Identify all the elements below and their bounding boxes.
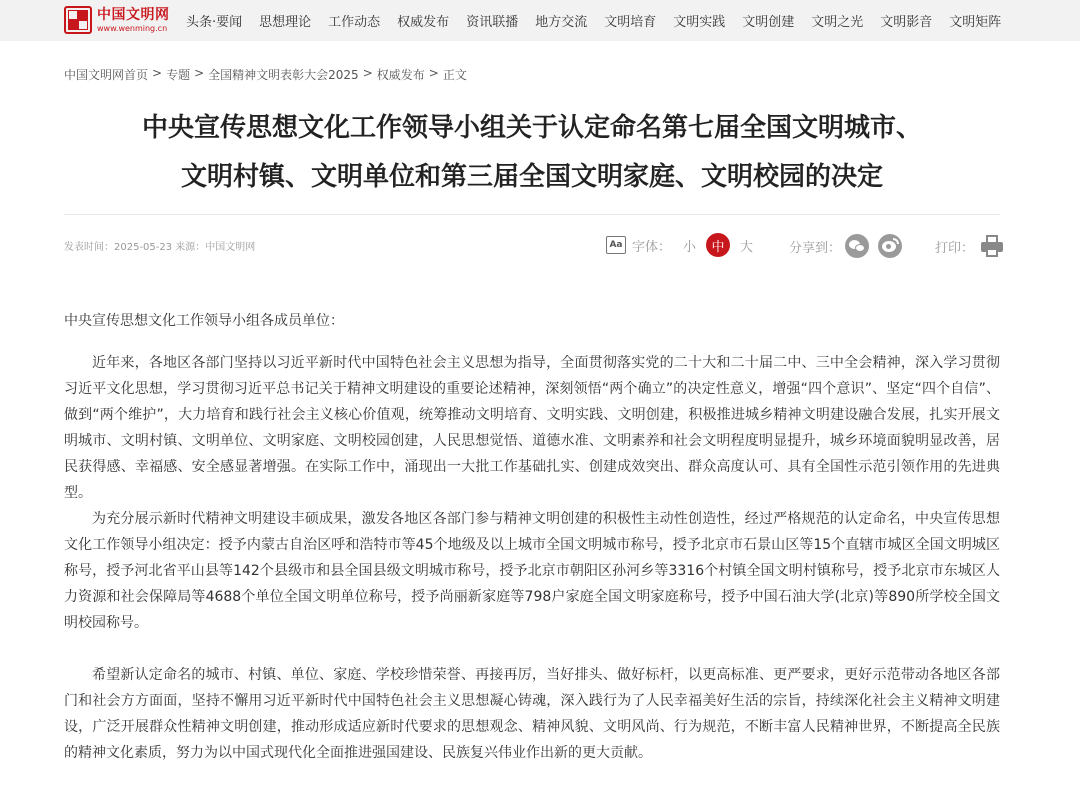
print-label: 打印： — [935, 240, 975, 256]
article-title-line-2: 文明村镇、文明单位和第三届全国文明家庭、文明校园的决定 — [180, 162, 883, 192]
nav-item-official-release[interactable]: 权威发布 — [397, 15, 450, 30]
logo-seal-icon — [64, 6, 92, 34]
breadcrumb-separator: > — [152, 66, 163, 80]
font-size-small-button[interactable]: 小 — [683, 239, 697, 255]
site-logo[interactable] — [64, 5, 170, 35]
nav-item-headlines[interactable]: 头条·要闻 — [186, 15, 243, 30]
nav-item-news-broadcast[interactable]: 资讯联播 — [466, 15, 519, 30]
breadcrumb-section[interactable]: 权威发布 — [376, 68, 425, 82]
share-label: 分享到： — [789, 240, 842, 256]
font-size-medium-button[interactable]: 中 — [706, 233, 730, 257]
article-title-line-1: 中央宣传思想文化工作领导小组关于认定命名第七届全国文明城市、 — [141, 113, 922, 143]
breadcrumb-separator: > — [362, 66, 373, 80]
breadcrumb-separator: > — [428, 66, 439, 80]
main-nav — [186, 0, 1018, 41]
breadcrumb-separator: > — [194, 66, 205, 80]
nav-item-work-news[interactable]: 工作动态 — [328, 15, 381, 30]
share-bar — [789, 233, 902, 259]
article-title — [64, 104, 1000, 202]
nav-item-civility-light[interactable]: 文明之光 — [811, 15, 864, 30]
breadcrumb — [64, 66, 467, 83]
title-divider — [64, 214, 1000, 215]
logo-title: 中国文明网 — [97, 6, 170, 23]
nav-item-civility-media[interactable]: 文明影音 — [880, 15, 933, 30]
article-salutation: 中央宣传思想文化工作领导小组各成员单位： — [64, 313, 344, 329]
top-nav-bar — [0, 0, 1080, 41]
breadcrumb-event[interactable]: 全国精神文明表彰大会2025 — [208, 68, 359, 82]
article-paragraph-3: 希望新认定命名的城市、村镇、单位、家庭、学校珍惜荣誉、再接再厉，当好排头、做好标杆，以更高标准、更严要求，更好示范带动各地区各部门和社会方方面面，坚持不懈用习近平新时代中国特色社会主义思想凝心铸魂，深入践行为了人民幸福美好生活的宗旨，持续深化社会主义精神文明建设，广泛开展群众性精神文明创建，推动形成适应新时代要求的思想观念、精神风貌、文明风尚、行为规范，不断丰富人民精神世界，不断提高全民族的精神文化素质，努力为以中国式现代化全面推进强国建设、民族复兴伟业作出新的更大贡献。 — [64, 667, 1000, 761]
nav-item-theory[interactable]: 思想理论 — [259, 15, 312, 30]
article-paragraph-1: 近年来，各地区各部门坚持以习近平新时代中国特色社会主义思想为指导，全面贯彻落实党的二十大和二十届二中、三中全会精神，深入学习贯彻习近平文化思想，学习贯彻习近平总书记关于精神文明建设的重要论述精神，深刻领悟“两个确立”的决定性意义，增强“四个意识”、坚定“四个自信”、做到“两个维护”，大力培育和践行社会主义核心价值观，统筹推动文明培育、文明实践、文明创建，积极推进城乡精神文明建设融合发展，扎实开展文明城市、文明村镇、文明单位、文明家庭、文明校园创建，人民思想觉悟、道德水准、文明素养和社会文明程度明显提升，城乡环境面貌明显改善，居民获得感、幸福感、安全感显著增强。在实际工作中，涌现出一大批工作基础扎实、创建成效突出、群众高度认可、具有全国性示范引领作用的先进典型。 — [64, 355, 1000, 501]
font-size-icon: Aa — [606, 236, 626, 254]
logo-url: www.wenming.cn — [97, 23, 168, 33]
nav-item-civility-creation[interactable]: 文明创建 — [742, 15, 795, 30]
weibo-icon[interactable] — [878, 234, 902, 258]
article-meta: 发表时间：2025-05-23 来源：中国文明网 — [64, 242, 256, 253]
printer-icon[interactable] — [980, 234, 1004, 258]
breadcrumb-current: 正文 — [442, 68, 467, 82]
nav-item-civility-cultivation[interactable]: 文明培育 — [604, 15, 657, 30]
breadcrumb-topic[interactable]: 专题 — [166, 68, 191, 82]
font-size-label: 字体： — [632, 239, 672, 255]
nav-item-civility-matrix[interactable]: 文明矩阵 — [949, 15, 1002, 30]
font-size-large-button[interactable]: 大 — [740, 239, 754, 255]
breadcrumb-home[interactable]: 中国文明网首页 — [64, 68, 149, 82]
nav-item-civility-practice[interactable]: 文明实践 — [673, 15, 726, 30]
font-size-control — [606, 231, 753, 259]
nav-item-local-exchange[interactable]: 地方交流 — [535, 15, 588, 30]
print-control — [935, 233, 1004, 259]
wechat-icon[interactable] — [845, 234, 869, 258]
article-paragraph-2: 为充分展示新时代精神文明建设丰硕成果，激发各地区各部门参与精神文明创建的积极性主动性创造性，经过严格规范的认定命名，中央宣传思想文化工作领导小组决定：授予内蒙古自治区呼和浩特市等45个地级及以上城市全国文明城市称号，授予北京市石景山区等15个直辖市城区全国文明城区称号，授予河北省平山县等142个县级市和县全国县级文明城市称号，授予北京市朝阳区孙河乡等3316个村镇全国文明村镇称号，授予北京市东城区人力资源和社会保障局等4688个单位全国文明单位称号，授予尚丽新家庭等798户家庭全国文明家庭称号，授予中国石油大学(北京)等890所学校全国文明校园称号。 — [64, 511, 1000, 631]
